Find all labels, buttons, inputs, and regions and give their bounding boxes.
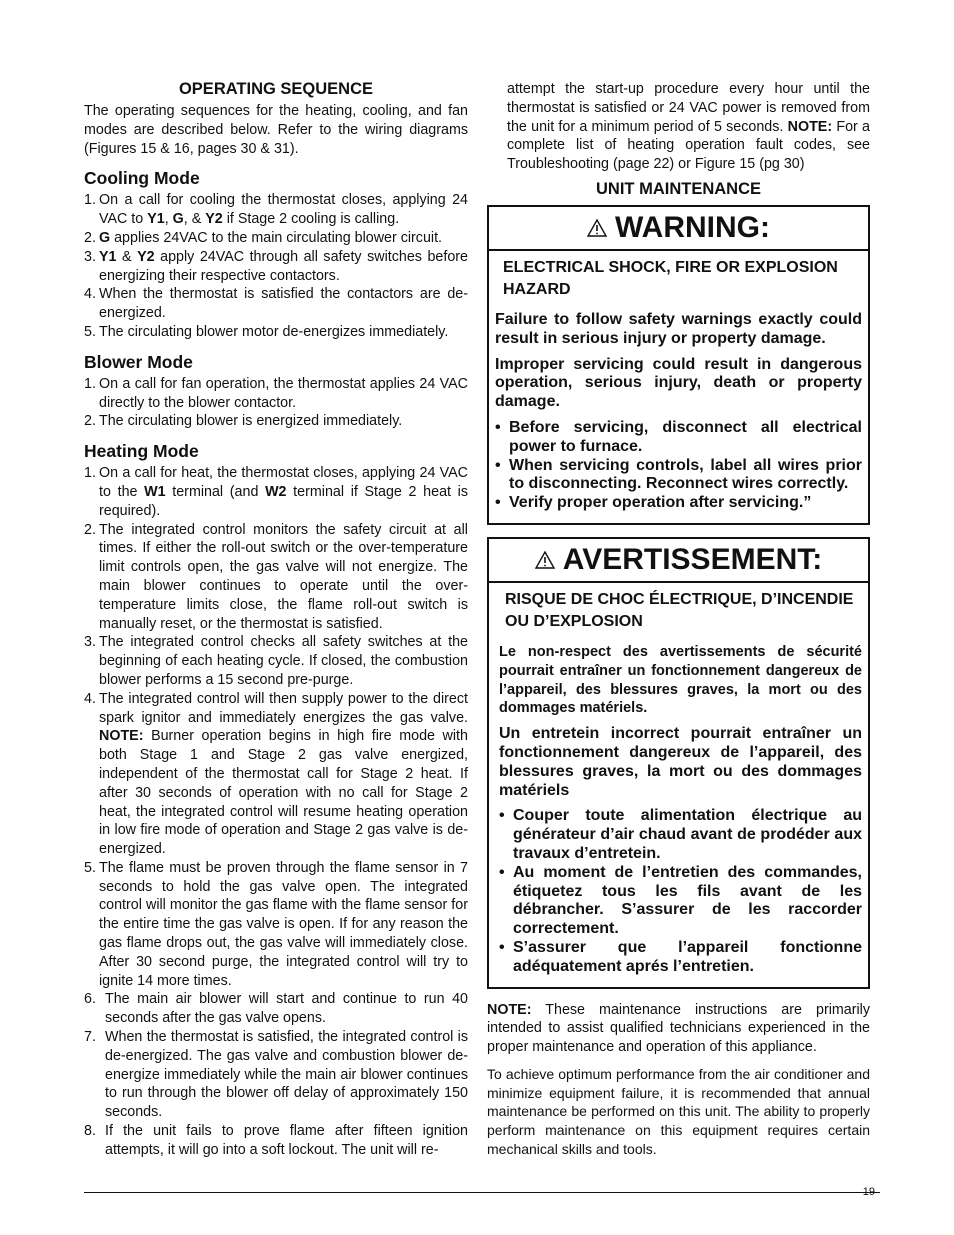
avertissement-paragraph-2: Un entretein incorrect pourrait entraîner un fonctionnement dangereux de l’appareil, des blessures graves, la mort ou des dommages matériels (499, 725, 862, 799)
cooling-mode-heading: Cooling Mode (84, 168, 200, 189)
list-item: 5. The flame must be proven through the flame sensor in 7 seconds to hold the gas valve open. The integrated control will monitor the gas flame with the flame sensor for the entire time the gas valve is open. If for any reason the gas flame drops out, the gas valve will immediately close. After 30 second purge, the integrated control will try to ignite 14 more times. (84, 859, 468, 989)
list-item: 6. The main air blower will start and continue to run 40 seconds after the gas valve opens. (84, 991, 468, 1027)
list-item: 3. Y1 & Y2 apply 24VAC through all safety switches before energizing their respective contactors. (84, 248, 468, 284)
right-column (487, 80, 870, 1159)
list-item: 4. When the thermostat is satisfied the contactors are de-energized. (84, 286, 468, 322)
list-item: 1. On a call for heat, the thermostat closes, applying 24 VAC to the W1 terminal (and W2 terminal if Stage 2 heat is required). (84, 465, 468, 519)
warning-title: WARNING: (615, 210, 770, 244)
page-number: 19 (862, 1186, 875, 1198)
avertissement-body (489, 583, 868, 987)
avertissement-title: AVERTISSEMENT: (562, 542, 823, 576)
avertissement-box (487, 537, 870, 989)
left-column (84, 80, 468, 1160)
list-item: 4. The integrated control will then supply power to the direct spark ignitor and immediately energizes the gas valve. NOTE: Burner operation begins in high fire mode with both Stage 1 and Stage 2 gas valve energized, independent of the thermostat call for Stage 2 heat. If after 30 seconds of operation with no call for Stage 2 heat, the integrated control will resume heating operation in low fire mode of operation and Stage 2 gas valve is de-energized. (84, 690, 468, 858)
warning-bullet: • Before servicing, disconnect all electrical power to furnace. (495, 419, 862, 457)
avertissement-bullet: • S’assurer que l’appareil fonctionne adéquatement aprés l’entretien. (499, 939, 862, 977)
avertissement-bullet: • Au moment de l’entretien des commandes, étiquetez tous les fils avant de les débrancher. S’assurer de les raccorder correctement. (499, 864, 862, 939)
list-item: 3. The integrated control checks all safety switches at the beginning of each heating cycle. If closed, the combustion blower performs a 15 second pre-purge. (84, 634, 468, 688)
warning-bullets (495, 419, 862, 513)
list-number: 8. (84, 1123, 96, 1140)
avertissement-bullets (499, 807, 862, 976)
warning-triangle-icon (535, 551, 555, 569)
warning-paragraph-2: Improper servicing could result in dangerous operation, serious injury, death or property damage. (495, 355, 862, 411)
list-number: 7. (84, 1029, 96, 1046)
warning-hazard: ELECTRICAL SHOCK, FIRE OR EXPLOSION HAZARD (503, 258, 838, 298)
avertissement-bullet: • Couper toute alimentation électrique au générateur d’air chaud avant de prodéder aux travaux d’entretein. (499, 807, 862, 863)
list-number: 1. (84, 192, 96, 209)
continuation-paragraph: attempt the start-up procedure every hour until the thermostat is satisfied or 24 VAC power is removed from the unit for a minimum period of 5 seconds. NOTE: For a complete list of heating operation fault codes, see Troubleshooting (page 22) or Figure 15 (pg 30) (507, 81, 871, 173)
warning-header (489, 207, 868, 251)
list-item: 2. The circulating blower is energized immediately. (84, 413, 403, 430)
intro-paragraph: The operating sequences for the heating, cooling, and fan modes are described below. Refer to the wiring diagrams (Figures 15 & 16, pages 30 & 31). (84, 103, 468, 157)
list-number: 1. (84, 465, 96, 482)
list-number: 3. (84, 248, 96, 265)
list-number: 2. (84, 521, 96, 538)
footer-rule (84, 1192, 880, 1193)
list-number: 6. (84, 991, 96, 1008)
warning-box (487, 205, 870, 525)
cooling-steps (84, 191, 468, 341)
list-item: 2. The integrated control monitors the safety circuit at all times. If either the roll-out switch or the over-temperature limit controls open, the gas valve will not energize. The main blower continues to operate until the over-temperature limits close, the flame roll-out switch is manually reset, or the thermostat is satisfied. (84, 521, 468, 632)
warning-bullet: • Verify proper operation after servicing.” (495, 494, 862, 513)
list-number: 2. (84, 413, 96, 430)
list-item: 2. G applies 24VAC to the main circulating blower circuit. (84, 229, 443, 246)
list-number: 5. (84, 859, 96, 876)
blower-steps (84, 375, 468, 431)
list-number: 1. (84, 375, 96, 392)
heating-steps (84, 464, 468, 1159)
avertissement-header (489, 539, 868, 583)
warning-body (489, 251, 868, 523)
list-item: 1. On a call for fan operation, the thermostat applies 24 VAC directly to the blower contactor. (84, 375, 468, 411)
warning-triangle-icon (587, 219, 607, 237)
avertissement-hazard: RISQUE DE CHOC ÉLECTRIQUE, D’INCENDIE OU D’EXPLOSION (505, 590, 854, 630)
final-paragraph: To achieve optimum performance from the air conditioner and minimize equipment failure, it is recommended that annual maintenance be performed on this unit. The ability to properly perform maintenance on this equipment requires certain mechanical skills and tools. (487, 1065, 870, 1158)
list-item: 1. On a call for cooling the thermostat closes, applying 24 VAC to Y1, G, & Y2 if Stage 2 cooling is calling. (84, 192, 468, 228)
list-number: 4. (84, 286, 96, 303)
list-item: 5. The circulating blower motor de-energizes immediately. (84, 323, 449, 340)
heating-mode-heading: Heating Mode (84, 441, 199, 462)
list-item: 8. If the unit fails to prove flame after fifteen ignition attempts, it will go into a soft lockout. The unit will re- (84, 1123, 468, 1158)
list-number: 2. (84, 229, 96, 246)
blower-mode-heading: Blower Mode (84, 351, 193, 372)
avertissement-paragraph-1: Le non-respect des avertissements de sécurité pourrait entraîner un fonctionnement dangereux de l’appareil, des blessures graves, la mort ou des dommages matériels. (499, 643, 862, 717)
warning-bullet: • When servicing controls, label all wires prior to disconnecting. Reconnect wires correctly. (495, 457, 862, 495)
note-paragraph: NOTE: These maintenance instructions are primarily intended to assist qualified technicians experienced in the proper maintenance and operation of this appliance. (487, 1001, 870, 1056)
list-item: 7. When the thermostat is satisfied, the integrated control is de-energized. The gas valve and combustion blower de-energize immediately while the main air blower continues to run through the blower off delay of approximately 150 seconds. (84, 1029, 468, 1121)
unit-maintenance-title: UNIT MAINTENANCE (596, 179, 761, 198)
list-number: 3. (84, 634, 96, 651)
warning-paragraph-1: Failure to follow safety warnings exactly could result in serious injury or property damage. (495, 310, 862, 347)
operating-sequence-title: OPERATING SEQUENCE (178, 80, 374, 98)
list-number: 4. (84, 690, 96, 707)
list-number: 5. (84, 323, 96, 340)
